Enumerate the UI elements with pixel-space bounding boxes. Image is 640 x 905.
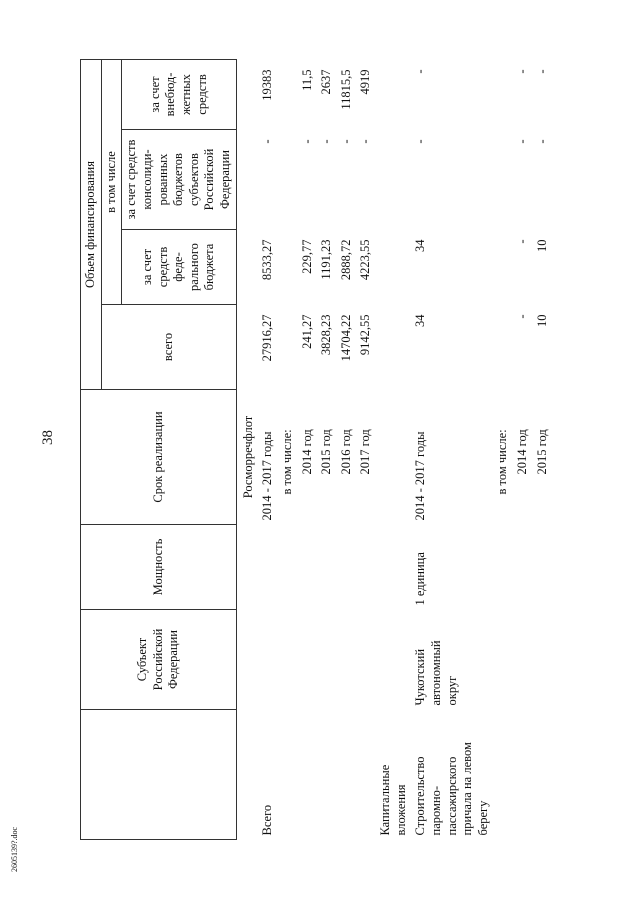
table-cell-c8: 11,5 — [299, 69, 314, 91]
table-cell-c6: 8533,27 — [260, 239, 275, 281]
table-cell-c4: 2014 - 2017 годы — [413, 431, 428, 521]
table-cell-c3 — [533, 525, 553, 610]
table-row — [298, 60, 318, 840]
table-cell-c1: Строительство паромно-пассажирского причала на левом берегу — [413, 742, 490, 836]
table-body — [236, 60, 552, 840]
table-row — [258, 60, 278, 840]
table-cell-c4 — [376, 390, 411, 525]
header-capacity: Мощность — [81, 525, 237, 610]
table-cell-c5 — [493, 305, 513, 390]
table-row — [278, 60, 298, 840]
financing-table — [80, 59, 552, 840]
table-cell-c3 — [317, 525, 337, 610]
table-cell-c1 — [513, 710, 533, 840]
table-cell-c1 — [317, 710, 337, 840]
table-cell-c7 — [278, 130, 298, 230]
table-cell-c4: 2014 - 2017 годы — [260, 431, 275, 521]
table-row — [533, 60, 553, 840]
table-cell-c4: 2016 год — [338, 429, 353, 475]
table-cell-c5: 14704,22 — [338, 314, 353, 362]
table-cell-c7 — [493, 130, 513, 230]
header-subject: Субъект Российской Федерации — [81, 610, 237, 710]
table-cell-c3 — [236, 525, 258, 610]
table-cell-c1 — [236, 710, 258, 840]
table-cell-c8 — [493, 60, 513, 130]
table-cell-c8: 2637 — [319, 69, 334, 95]
table-cell-c2 — [376, 610, 411, 710]
table-cell-c7: - — [319, 139, 334, 144]
table-cell-c1: Всего — [260, 804, 275, 836]
table-cell-c8: 19383 — [260, 69, 275, 101]
table-cell-c3 — [493, 525, 513, 610]
table-row — [356, 60, 376, 840]
table-cell-c4: 2015 год — [319, 429, 334, 475]
table-cell-c4: 2014 год — [299, 429, 314, 475]
table-cell-c6: 4223,55 — [358, 239, 373, 281]
table-cell-c5: 9142,55 — [358, 314, 373, 356]
table-cell-c2: Чукотский автономный округ — [413, 640, 459, 706]
table-cell-c5: 10 — [534, 314, 549, 327]
table-cell-c2 — [258, 610, 278, 710]
table-cell-c4: Росморречфлот — [240, 415, 255, 499]
table-cell-c2 — [236, 610, 258, 710]
table-cell-c1 — [493, 710, 513, 840]
table-header — [81, 60, 237, 840]
table-cell-c4: 2015 год — [534, 429, 549, 475]
table-cell-c2 — [493, 610, 513, 710]
table-cell-c7: - — [299, 139, 314, 144]
table-row — [411, 60, 493, 840]
table-cell-c6 — [236, 230, 258, 305]
document-code: 2605139?.doc — [10, 826, 19, 872]
table-cell-c3: 1 единица — [413, 552, 428, 606]
table-cell-c8 — [278, 60, 298, 130]
table-cell-c6: 34 — [413, 239, 428, 252]
table-cell-c1 — [337, 710, 357, 840]
table-cell-c6 — [278, 230, 298, 305]
table-cell-c5: - — [515, 314, 529, 319]
table-cell-c4: в том числе: — [279, 429, 294, 495]
table-cell-c6 — [376, 230, 411, 305]
table-cell-c1 — [278, 710, 298, 840]
header-federal: за счет средств феде-рального бюджета — [122, 230, 236, 305]
table-cell-c6: 229,77 — [299, 239, 314, 274]
table-cell-c7: - — [413, 139, 428, 144]
table-cell-c1 — [533, 710, 553, 840]
table-cell-c2 — [278, 610, 298, 710]
table-cell-c7: - — [534, 139, 549, 144]
table-row — [513, 60, 533, 840]
header-extrabudget: за счет внебюд-жетных средств — [122, 60, 236, 130]
header-including: в том числе — [101, 60, 122, 305]
table-cell-c1 — [298, 710, 318, 840]
table-cell-c6: 2888,72 — [338, 239, 353, 281]
table-cell-c7: - — [260, 139, 275, 144]
page-number: 38 — [40, 430, 56, 445]
table-cell-c3 — [513, 525, 533, 610]
table-cell-c8: - — [534, 69, 549, 74]
table-row — [337, 60, 357, 840]
header-financing: Объем финансирования — [81, 60, 102, 390]
table-cell-c2 — [337, 610, 357, 710]
table-cell-c5 — [278, 305, 298, 390]
table-cell-c5: 27916,27 — [260, 314, 275, 362]
table-cell-c8: 11815,5 — [338, 69, 353, 110]
table-cell-c3 — [337, 525, 357, 610]
table-cell-c6: 1191,23 — [319, 239, 334, 280]
table-cell-c2 — [298, 610, 318, 710]
header-regional: за счет средств консолиди-рованных бюджетов субъектов Российской Федерации — [122, 130, 236, 230]
header-term: Срок реализации — [81, 390, 237, 525]
table-cell-c3 — [298, 525, 318, 610]
table-row — [317, 60, 337, 840]
table-cell-c6 — [493, 230, 513, 305]
table-cell-c8: - — [413, 69, 428, 74]
table-cell-c4: 2014 год — [515, 429, 529, 475]
table-cell-c1: Капитальные вложения — [378, 764, 408, 836]
table-cell-c8: - — [515, 69, 529, 74]
table-cell-c2 — [356, 610, 376, 710]
rotated-table-page — [80, 70, 620, 840]
table-cell-c7: - — [515, 139, 529, 144]
table-cell-c5 — [236, 305, 258, 390]
table-cell-c8: 4919 — [358, 69, 373, 95]
table-cell-c4: 2017 год — [358, 429, 373, 475]
table-cell-c5: 241,27 — [299, 314, 314, 349]
table-row — [493, 60, 513, 840]
table-cell-c5 — [376, 305, 411, 390]
table-cell-c3 — [356, 525, 376, 610]
table-cell-c1 — [356, 710, 376, 840]
table-cell-c2 — [533, 610, 553, 710]
table-row — [376, 60, 411, 840]
table-cell-c7: - — [338, 139, 353, 144]
table-cell-c5: 3828,23 — [319, 314, 334, 356]
table-cell-c3 — [258, 525, 278, 610]
header-total: всего — [101, 305, 236, 390]
table-cell-c6: - — [515, 239, 529, 244]
table-cell-c7 — [236, 130, 258, 230]
table-cell-c7: - — [358, 139, 373, 144]
table-cell-c8 — [376, 60, 411, 130]
table-cell-c2 — [317, 610, 337, 710]
table-cell-c8 — [236, 60, 258, 130]
table-cell-c7 — [376, 130, 411, 230]
table-cell-c4: в том числе: — [495, 429, 510, 495]
table-cell-c3 — [376, 525, 411, 610]
table-cell-c3 — [278, 525, 298, 610]
header-blank — [81, 710, 237, 840]
table-cell-c6: 10 — [534, 239, 549, 252]
table-cell-c5: 34 — [413, 314, 428, 327]
table-cell-c2 — [513, 610, 533, 710]
table-row — [236, 60, 258, 840]
